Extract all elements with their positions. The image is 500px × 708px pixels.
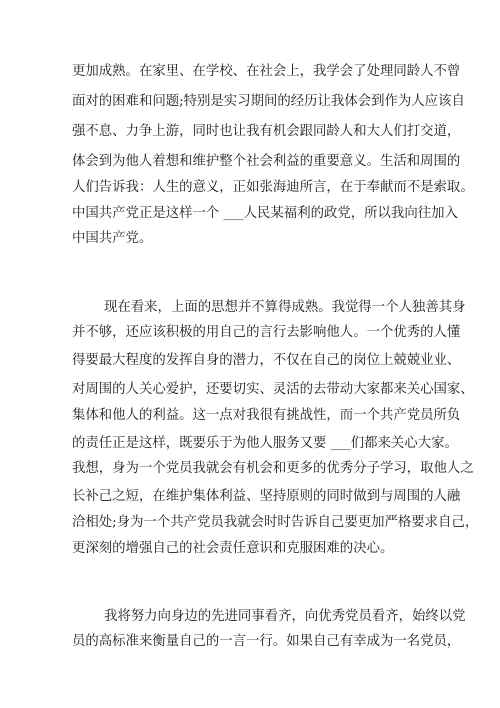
text-line: 并不够，还应该积极的用自己的言行去影响他人。一个优秀的人懂 <box>72 325 461 340</box>
text-line: 强不息、力争上游，同时也让我有机会跟同龄人和大人们打交道， <box>72 124 461 139</box>
text-line: 集体和他人的利益。这一点对我很有挑战性，而一个共产党员所负 <box>72 408 461 423</box>
text-line: 现在看来，上面的思想并不算得成熟。我觉得一个人独善其身 <box>104 300 466 315</box>
text-line: 中国共产党正是这样一个 ___人民某福利的政党，所以我向往加入 <box>72 206 458 221</box>
text-line: 长补己之短，在维护集体利益、坚持原则的同时做到与周围的人融 <box>72 489 461 504</box>
text-line: 更加成熟。在家里、在学校、在社会上，我学会了处理同龄人不曾 <box>72 64 461 79</box>
text-line: 中国共产党。 <box>72 231 153 246</box>
text-line: 洽相处;身为一个共产党员我就会时时告诉自己要更加严格要求自己， <box>72 515 479 530</box>
text-line: 员的高标准来衡量自己的一言一行。如果自己有幸成为一名党员， <box>72 634 461 649</box>
text-line: 的责任正是这样，既要乐于为他人服务又要 ___们都来关心大家。 <box>72 436 458 451</box>
text-line: 我想，身为一个党员我就会有机会和更多的优秀分子学习，取他人之 <box>72 461 474 476</box>
text-line: 面对的困难和问题;特别是实习期间的经历让我体会到作为人应该自 <box>72 94 465 109</box>
text-line: 人们告诉我：人生的意义，正如张海迪所言，在于奉献而不是索取。 <box>72 180 474 195</box>
text-line: 我将努力向身边的先进同事看齐，向优秀党员看齐，始终以党 <box>104 609 466 624</box>
text-line: 更深刻的增强自己的社会责任意识和克服困难的决心。 <box>72 541 394 556</box>
text-line: 对周围的人关心爱护，还要切实、灵活的去带动大家都来关心国家、 <box>72 382 474 397</box>
text-line: 体会到为他人着想和维护整个社会利益的重要意义。生活和周围的 <box>72 154 461 169</box>
text-line: 得要最大程度的发挥自身的潜力，不仅在自己的岗位上兢兢业业、 <box>72 353 461 368</box>
